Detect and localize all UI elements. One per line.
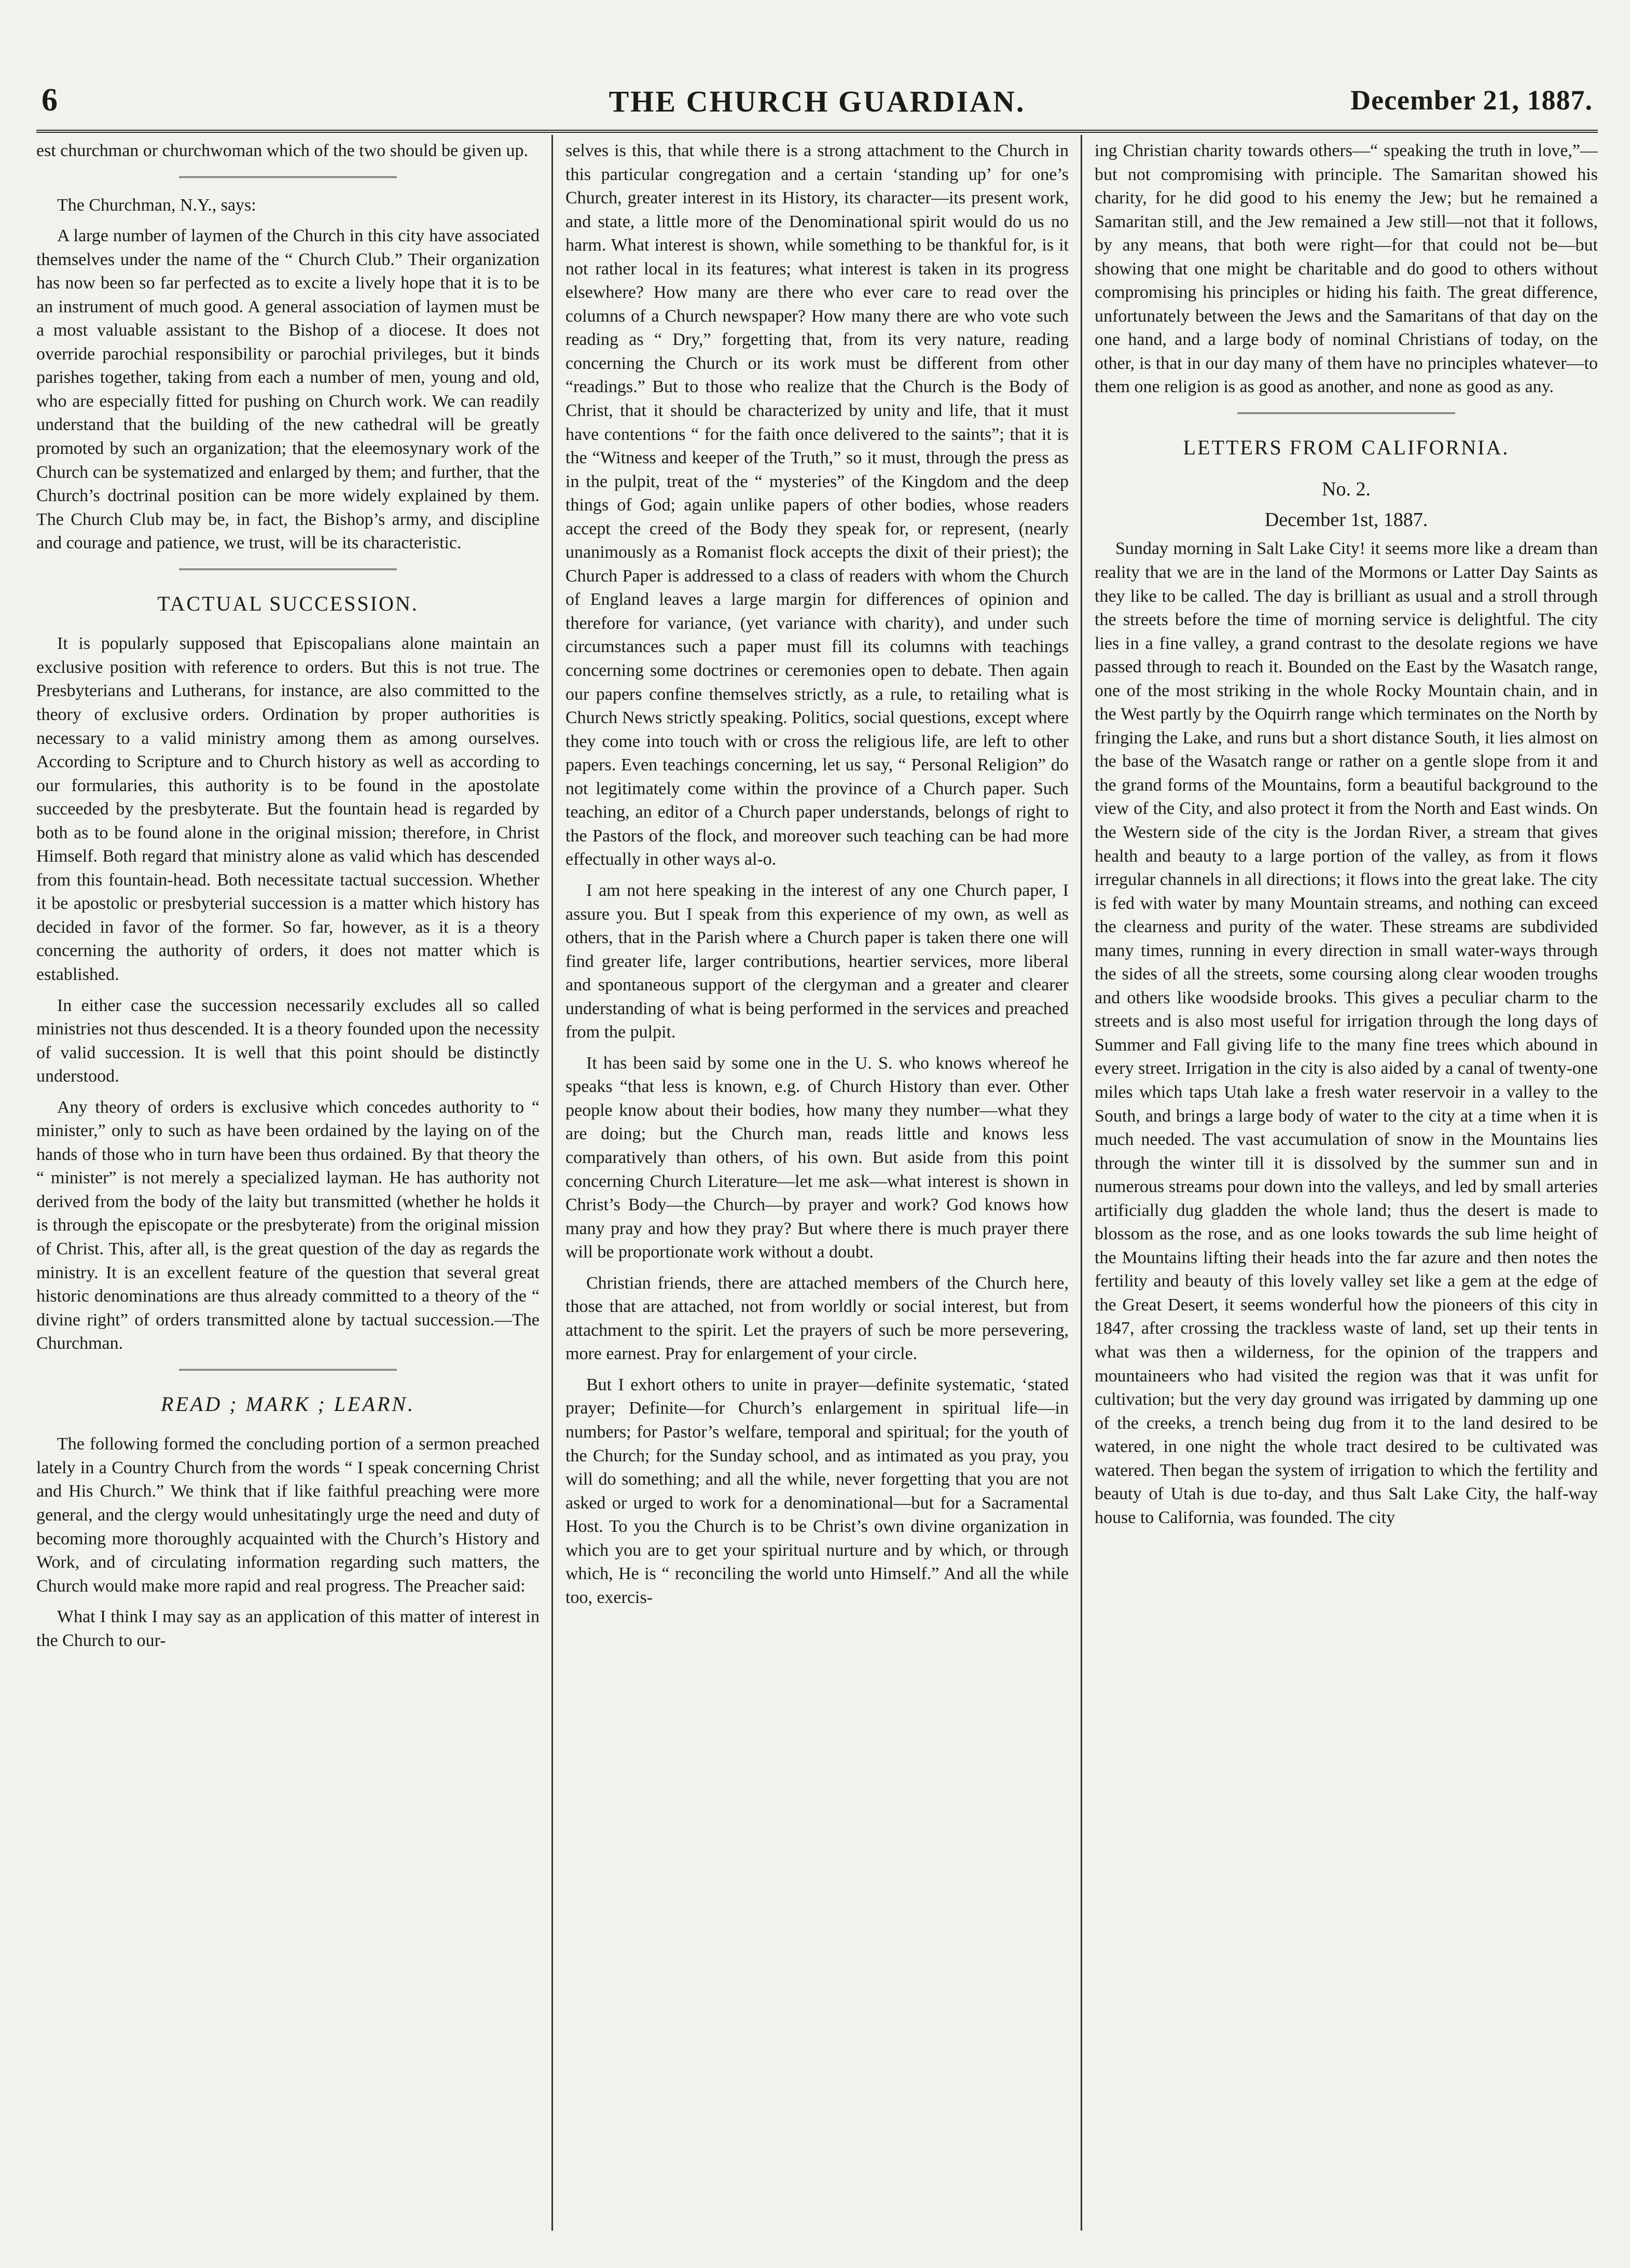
paragraph: A large number of laymen of the Church in this city have associated themselves under the name of the “ Church Club.” Their organization has now been so far perfected as to excite a lively hope that it is to be an instrument of much good. A general association of laymen must be a most valuable assistant to the Bishop of a diocese. It does not override parochial responsibility or parochial privileges, but it binds parishes together, taking from each a number of men, young and old, who are especially fitted for pushing on Church work. We can readily understand that the building of the new cathedral will be greatly promoted by such an organization; that the eleemosynary work of the Church can be systematized and enlarged by them; and further, that the Church’s doctrinal position can be more widely explained by them. The Church Club may be, in fact, the Bishop’s army, and discipline and courage and patience, we trust, will be its characteristic. <box>36 226 540 553</box>
column-2 <box>565 139 1069 2230</box>
paragraph: Sunday morning in Salt Lake City! it seems more like a dream than reality that we are in the land of the Mormons or Latter Day Saints as they like to be called. The day is brilliant as usual and a stroll through the streets before the time of morning service is delightful. The city lies in a fine valley, a grand contrast to the desolate regions we have passed through to reach it. Bounded on the East by the Wasatch range, one of the most striking in the whole Rocky Mountain chain, and in the West partly by the Oquirrh range which terminates on the North by fringing the Lake, and runs but a short distance South, it lies almost on the base of the Wasatch range or rather on a gentle slope from it and the grand forms of the Mountains, form a beautiful background to the view of the City, and also protect it from the North and East winds. On the Western side of the city is the Jordan River, a stream that gives health and beauty to a large portion of the valley, as from it flows irregular channels in all directions; it flows into the great lake. The city is fed with water by many Mountain streams, and nothing can exceed the clearness and purity of the water. These streams are subdivided many times, running in every direction in small water-ways through the sides of all the streets, some coursing along clear wooden troughs and others like woodside brooks. This gives a peculiar charm to the streets and is also most useful for irrigation through the long days of Summer and Fall giving life to the many fine trees which abound in every street. Irrigation in the city is also aided by a canal of twenty-one miles which taps Utah lake a fresh water reservoir in a valley to the South, and brings a large body of water to the city at a time when it is much needed. The vast accumulation of snow in the Mountains lies through the winter till it is dissolved by the summer sun and in numerous streams pour down into the valleys, and led by small arteries artificially dug gladden the whole land; thus the desert is made to blossom as the rose, and as one looks towards the sub lime height of the Mountains lifting their heads into the far azure and then notes the fertility and beauty of this lovely valley set like a gem at the edge of the Great Desert, it seems wonderful how the pioneers of this city in 1847, after crossing the trackless waste of land, set up their tents in what was then a wilderness, for the opinion of the trappers and mountaineers who had visited the region was that it was unfit for cultivation; but the very day ground was irrigated by damming up one of the creeks, a trench being dug from it to the land desired to be watered, in one night the whole tract desired to be cultivated was watered. Then began the system of irrigation to which the fertility and beauty of Utah is due to-day, and thus Salt Lake City, the half-way house to California, was founded. The city <box>1095 539 1598 1527</box>
page-header <box>36 78 1598 133</box>
paragraph: est churchman or churchwoman which of the two should be given up. <box>36 141 528 160</box>
article-heading: LETTERS FROM CALIFORNIA. <box>1183 436 1510 460</box>
masthead-title: THE CHURCH GUARDIAN. <box>609 85 1026 118</box>
letter-number: No. 2. <box>1322 478 1371 500</box>
divider <box>179 569 397 572</box>
paragraph: What I think I may say as an application of this matter of interest in the Church to our- <box>36 1607 540 1650</box>
paragraph: selves is this, that while there is a strong attachment to the Church in this particular congregation and a certain ‘standing up’ for one’s Church, greater interest in its History, its character—its present work, and state, a little more of the Denominational spirit would do us no harm. What interest is shown, while something to be thankful for, is it not rather local in its features; what interest is taken in its progress elsewhere? How many are there who ever care to read over the columns of a Church newspaper? How many there are who vote such reading as “ Dry,” forgetting that, from its very nature, reading concerning the Church or its work must be different from other “readings.” But to those who realize that the Church is the Body of Christ, that it should be characterized by unity and life, that it must have contentions “ for the faith once delivered to the saints”; that it is the “Witness and keeper of the Truth,” so it must, through the press as in the pulpit, treat of the “ mysteries” of the Kingdom and the deep things of God; again unlike papers of other bodies, whose readers accept the creed of the Body they speak for, or represent, (nearly unanimously as a Romanist flock accepts the dixit of their priest); the Church Paper is addressed to a class of readers with whom the Church of England leaves a large margin for differences of opinion and therefore for variance, (yet variance with charity), and under such circumstances such a paper must fill its columns with teachings concerning some doctrines or ceremonies open to debate. Then again our papers confine themselves strictly, as a rule, to retailing what is Church News strictly speaking. Politics, social questions, except where they come into touch with or cross the religious life, are left to other papers. Even teachings concerning, let us say, “ Personal Religion” do not legitimately come within the province of a Church paper. Such teaching, an editor of a Church paper understands, belongs of right to the Pastors of the flock, and moreover such teaching can be had more effectually in other ways al-o. <box>565 141 1069 869</box>
column-divider <box>551 135 553 2231</box>
divider <box>179 176 397 180</box>
dateline: December 1st, 1887. <box>1264 508 1428 531</box>
paragraph: ing Christian charity towards others—“ speaking the truth in love,”—but not compromising with principle. The Samaritan showed his charity, for he did good to his enemy the Jew; but he remained a Samaritan still, and the Jew remained a Jew still—not that it follows, by any means, that both were right—for that could not be—but showing that one might be charitable and do good to others without compromising his principles or hiding his faith. The great difference, unfortunately between the Jews and the Samaritans of that day on the one hand, and a large body of nominal Christians of today, on the other, is that in our day many of them have no principles whatever—to them one religion is as good as another, and none as good as any. <box>1095 141 1598 397</box>
article-heading: TACTUAL SUCCESSION. <box>157 591 419 615</box>
paragraph: I am not here speaking in the interest of any one Church paper, I assure you. But I speak from this experience of my own, as well as others, that in the Parish where a Church paper is taken there one will find greater life, larger contributions, heartier services, more liberal and spontaneous support of the clergyman and a greater and clearer understanding of what is being performed in the services and preached from the pulpit. <box>565 880 1069 1042</box>
paragraph: Christian friends, there are attached members of the Church here, those that are attached, not from worldly or social interest, but from attachment to the spirit. Let the prayers of such be more persevering, more earnest. Pray for enlargement of your circle. <box>565 1273 1069 1364</box>
paragraph: It has been said by some one in the U. S. who knows whereof he speaks “that less is known, e.g. of Church History than ever. Other people know about their bodies, how many they number—what they are doing; but the Church man, reads little and knows less comparatively than others, of his own. But aside from this point concerning Church Literature—let me ask—what interest is shown in Christ’s Body—the Church—by prayer and work? God knows how many pray and how they pray? But where there is much prayer there will be proportionate work without a doubt. <box>565 1053 1069 1262</box>
divider <box>1237 412 1455 416</box>
paragraph: The following formed the concluding portion of a sermon preached lately in a Country Church from the words “ I speak concerning Christ and His Church.” We think that if like faithful preaching were more general, and the clergy would unhesitatingly urge the need and duty of becoming more thoroughly acquainted with the Church’s History and Work, and of circulating information regarding such matters, the Church would make more rapid and real progress. The Preacher said: <box>36 1434 540 1596</box>
paragraph: But I exhort others to unite in prayer—definite systematic, ‘stated prayer; Definite—for Church’s enlargement in spiritual life—in numbers; for Pastor’s welfare, temporal and spiritual; for the youth of the Church; for the Sunday school, and as intimated as you pray, you will do something; and all the while, never forgetting that you are not asked or urged to work for a denominational—but for a Sacramental Host. To you the Church is to be Christ’s own divine organization in which you are to get your spiritual nurture and by which, or through which, He is “ reconciling the world unto Himself.” And all the while too, exercis- <box>565 1375 1069 1607</box>
column-divider <box>1081 135 1082 2231</box>
divider <box>179 1369 397 1373</box>
column-1 <box>36 139 540 2230</box>
paragraph: It is popularly supposed that Episcopalians alone maintain an exclusive position with reference to orders. But this is not true. The Presbyterians and Lutherans, for instance, are also committed to the theory of exclusive orders. Ordination by proper authorities is necessary to a valid ministry among them as among ourselves. According to Scripture and to Church history as well as according to our formularies, this authority is to be found in the apostolate succeeded by the presbyterate. But the fountain head is regarded by both as to be found alone in the original mission; therefore, in Christ Himself. Both regard that ministry alone as valid which has descended from this fountain-head. Both necessitate tactual succession. Whether it be apostolic or presbyterial succession is a matter which history has decided in favor of the former. So far, however, as it is a theory concerning the authority of orders, it does not matter which is established. <box>36 634 540 984</box>
article-heading: READ ; MARK ; LEARN. <box>161 1392 415 1416</box>
paragraph: The Churchman, N.Y., says: <box>57 195 256 215</box>
paragraph: In either case the succession necessarily excludes all so called ministries not thus descended. It is a theory founded upon the necessity of valid succession. It is well that this point should be distinctly understood. <box>36 995 540 1086</box>
page-number: 6 <box>42 82 58 118</box>
paragraph: Any theory of orders is exclusive which concedes authority to “ minister,” only to such as have been ordained by the laying on of the hands of those who in turn have been thus ordained. By that theory the “ minister” is not merely a specialized layman. He has authority not derived from the body of the laity but transmitted (whether he holds it is through the episcopate or the presbyterate) from the original mission of Christ. This, after all, is the great question of the day as regards the ministry. It is an excellent feature of the question that several great historic denominations are thus already committed to a theory of the “ divine right” of orders transmitted alone by tactual succession.—The Churchman. <box>36 1097 540 1353</box>
newspaper-page <box>36 78 1598 2236</box>
column-3 <box>1095 139 1598 2230</box>
issue-date: December 21, 1887. <box>1350 85 1593 116</box>
